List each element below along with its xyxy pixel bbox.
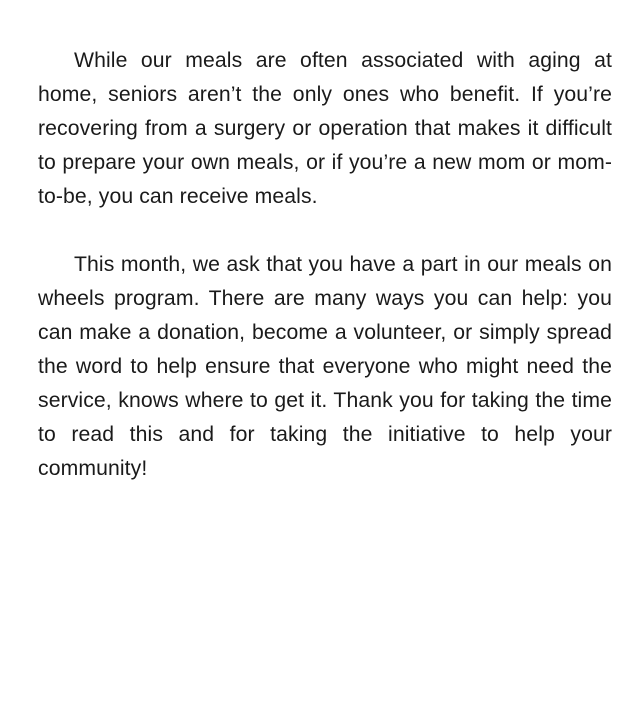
paragraph-meals-on-wheels: This month, we ask that you have a part in our meals on wheels program. There are many ways you can help: you can make a donation, become a volunteer, or simply spread the word to help ensure that everyone who might need the service, knows where to get it. Thank you for taking the time to read this and for taking the initiative to help your community! xyxy=(38,253,612,480)
paragraph-senior-meals: While our meals are often associated with aging at home, seniors aren’t the only ones who benefit. If you’re recovering from a surgery or operation that makes it difficult to prepare your own meals, or if you’re a new mom or mom-to-be, you can receive meals. xyxy=(38,49,612,208)
